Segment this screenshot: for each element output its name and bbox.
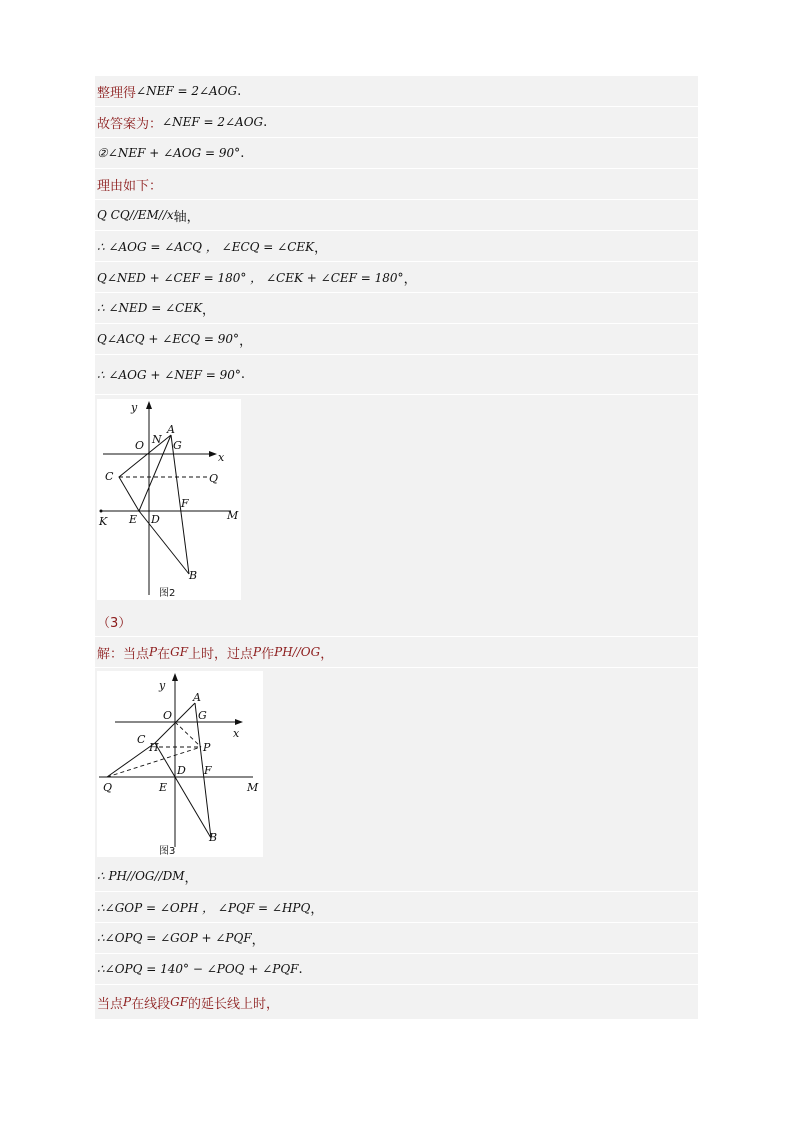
text-line (95, 985, 698, 1019)
label-e: E (129, 513, 138, 526)
label-c: C (137, 733, 146, 746)
label-p: P (203, 741, 211, 754)
text-tail: . (298, 961, 303, 977)
text-math: ②∠NEF + ∠AOG = 90° (97, 146, 241, 160)
text-line (95, 231, 698, 262)
y-axis-arrow-icon (146, 401, 152, 409)
text-cn: 作 (261, 646, 275, 662)
text-math: P (123, 995, 132, 1009)
text-tail: ， (314, 240, 328, 256)
label-g: G (198, 709, 207, 722)
label-h: H (149, 741, 159, 754)
label-f: F (204, 764, 212, 777)
label-n: N (152, 433, 162, 446)
label-a: A (167, 423, 175, 436)
text-math: ∴ ∠AOG + ∠NEF = 90° (97, 367, 241, 382)
text-line (95, 324, 698, 355)
y-axis-arrow-icon (172, 673, 178, 681)
label-o: O (163, 709, 173, 722)
text-cn: 整理得 (97, 85, 137, 101)
label-g: G (173, 439, 182, 452)
label-x: x (218, 451, 225, 464)
text-cn: 理由如下： (97, 178, 163, 194)
text-cn: 上时，过点 (188, 646, 254, 662)
text-math: ∴∠GOP = ∠OPH ， ∠PQF = ∠HPQ (97, 900, 311, 915)
label-y: y (131, 401, 138, 414)
label-c: C (105, 470, 114, 483)
figure-3 (97, 671, 263, 857)
line-cq (107, 743, 155, 777)
label-d: D (177, 764, 186, 777)
text-cn: 解：当点 (97, 646, 150, 662)
text-cn: 在 (157, 646, 171, 662)
text-tail: . (240, 367, 246, 382)
label-m: M (247, 781, 259, 794)
text-math: GF (170, 645, 189, 659)
label-f: F (181, 497, 189, 510)
text-line (95, 169, 698, 200)
line-op-dashed (175, 722, 201, 747)
label-q: Q (103, 781, 113, 794)
text-math: Q∠NED + ∠CEF = 180° ， ∠CEK + ∠CEF = 180° (97, 270, 404, 285)
text-line (95, 892, 698, 923)
figure-2-caption: 图2 (159, 588, 176, 599)
text-math: ∠NEF = 2∠AOG (136, 84, 238, 98)
point-k (100, 510, 103, 513)
x-axis-arrow-icon (235, 719, 243, 725)
text-tail: ， (184, 870, 198, 886)
text-math: ∴ ∠AOG = ∠ACQ ， ∠ECQ = ∠CEK (97, 239, 315, 254)
text-math: P (149, 645, 158, 659)
text-math: ∴ ∠NED = ∠CEK (97, 301, 203, 315)
line-eb (139, 511, 189, 574)
text-line (95, 606, 698, 637)
text-math: ∠NEF = 2∠AOG (162, 115, 264, 129)
label-o: O (135, 439, 145, 452)
x-axis-arrow-icon (209, 451, 217, 457)
label-b: B (209, 831, 218, 844)
text-line (95, 923, 698, 954)
text-line (95, 954, 698, 985)
text-math: Q∠ACQ + ∠ECQ = 90° (97, 332, 240, 346)
content-panel (95, 76, 698, 1019)
label-k: K (99, 515, 108, 528)
text-math: Q CQ//EM//x (97, 208, 174, 222)
text-math: ∴ PH//OG//DM (97, 869, 185, 883)
figure-3-caption: 图3 (159, 846, 176, 857)
text-tail: . (263, 114, 268, 130)
part-3-label: （3） (97, 615, 132, 631)
label-x: x (233, 727, 240, 740)
text-tail: ， (403, 271, 417, 287)
text-line (95, 861, 698, 892)
text-line (95, 355, 698, 395)
text-tail: ， (202, 302, 216, 318)
triangle-ace (119, 435, 171, 511)
text-cn: 的延长线上时， (188, 996, 280, 1012)
text-math: P (253, 645, 262, 659)
text-tail: 轴， (173, 209, 200, 225)
text-tail: . (240, 145, 245, 161)
text-tail: . (237, 83, 242, 99)
text-cn: 当点 (97, 996, 124, 1012)
text-line (95, 138, 698, 169)
label-y: y (159, 679, 166, 692)
text-math: ∴∠OPQ = 140° − ∠POQ + ∠PQF (97, 962, 299, 976)
label-m: M (227, 509, 239, 522)
label-a: A (193, 691, 201, 704)
label-b: B (189, 569, 198, 582)
text-tail: ， (320, 646, 334, 662)
text-line (95, 200, 698, 231)
text-cn: 在线段 (131, 996, 171, 1012)
text-math: GF (170, 995, 189, 1009)
text-math: ∴∠OPQ = ∠GOP + ∠PQF (97, 931, 252, 945)
label-e: E (159, 781, 168, 794)
text-line (95, 107, 698, 138)
text-line (95, 76, 698, 107)
figure-2 (97, 399, 241, 600)
label-d: D (151, 513, 160, 526)
text-tail: ， (251, 932, 265, 948)
text-tail: ， (310, 901, 324, 917)
text-line (95, 262, 698, 293)
text-line (95, 293, 698, 324)
text-tail: ， (239, 333, 253, 349)
label-q: Q (209, 472, 219, 485)
text-line (95, 637, 698, 668)
text-math: PH//OG (274, 645, 321, 659)
text-cn: 故答案为： (97, 116, 163, 132)
